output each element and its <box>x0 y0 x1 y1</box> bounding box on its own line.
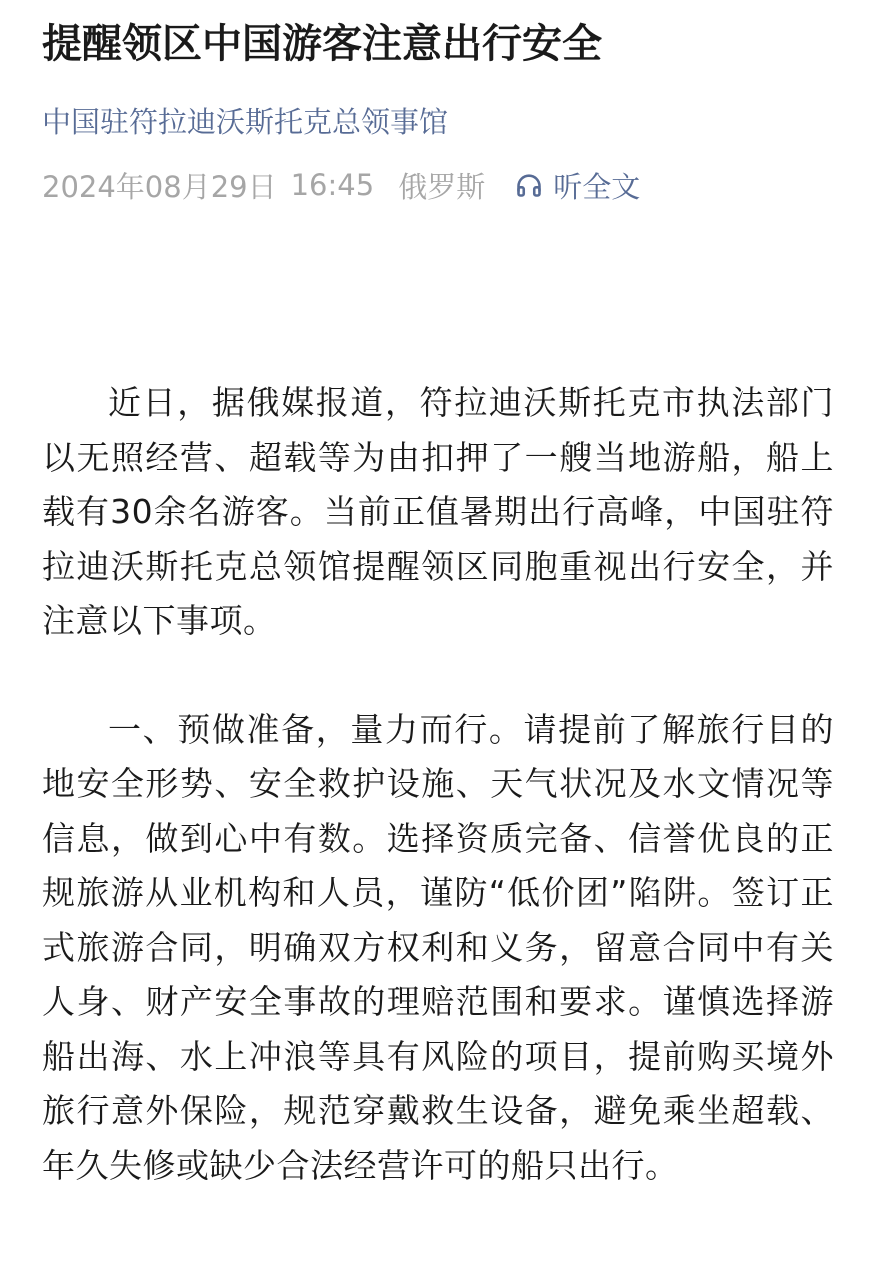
headphones-icon <box>515 171 543 199</box>
article-paragraph: 近日，据俄媒报道，符拉迪沃斯托克市执法部门以无照经营、超载等为由扣押了一艘当地游船，船上载有30余名游客。当前正值暑期出行高峰，中国驻符拉迪沃斯托克总领馆提醒领区同胞重视出行安全，并注意以下事项。 <box>42 383 834 640</box>
publish-date: 2024年08月29日 <box>42 169 277 204</box>
article-paragraph: 一、预做准备，量力而行。请提前了解旅行目的地安全形势、安全救护设施、天气状况及水文情况等信息，做到心中有数。选择资质完备、信誉优良的正规旅游从业机构和人员，谨防“低价团”陷阱。签订正式旅游合同，明确双方权利和义务，留意合同中有关人身、财产安全事故的理赔范围和要求。谨慎选择游船出海、水上冲浪等具有风险的项目，提前购买境外旅行意外保险，规范穿戴救生设备，避免乘坐超载、年久失修或缺少合法经营许可的船只出行。 <box>42 709 834 1185</box>
listen-full-text-button[interactable] <box>515 165 640 206</box>
listen-label: 听全文 <box>553 169 641 204</box>
publish-time: 16:45 <box>290 168 375 202</box>
article-title: 提醒领区中国游客注意出行安全 <box>42 21 602 67</box>
article-body <box>42 376 834 1193</box>
article-region: 俄罗斯 <box>398 169 486 204</box>
article-meta <box>42 161 640 209</box>
article-source-link[interactable]: 中国驻符拉迪沃斯托克总领事馆 <box>42 105 449 139</box>
